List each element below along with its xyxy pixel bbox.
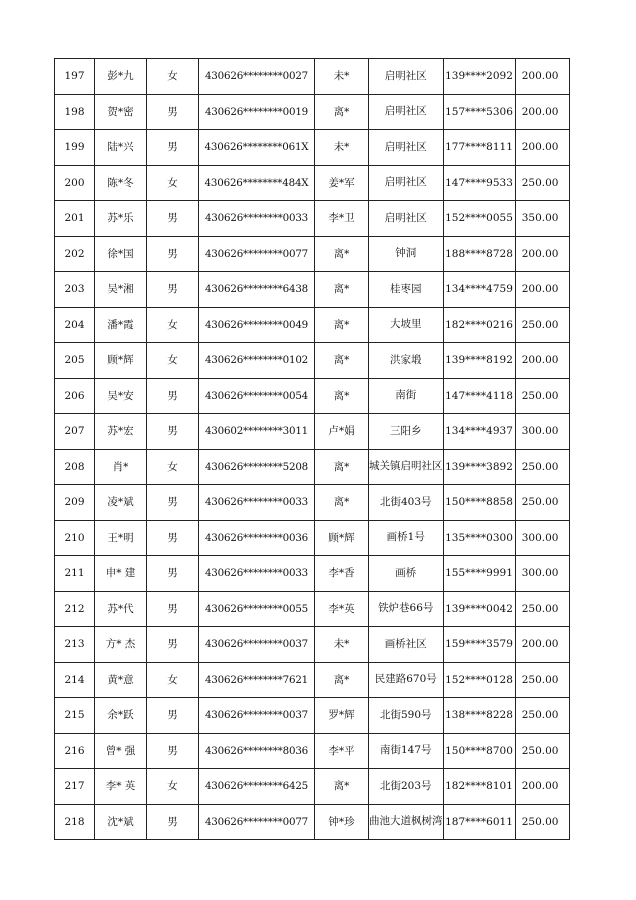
phone-cell: 177****8111 <box>443 130 515 166</box>
guardian-cell: 李*英 <box>315 591 369 627</box>
row-number-cell: 205 <box>55 343 95 379</box>
id-number-cell: 430626********0036 <box>199 520 315 556</box>
row-number-cell: 198 <box>55 94 95 130</box>
address-cell: 大坡里 <box>369 307 444 343</box>
gender-cell: 男 <box>147 414 199 450</box>
phone-cell: 139****3892 <box>443 449 515 485</box>
row-number-cell: 203 <box>55 272 95 308</box>
guardian-cell: 离* <box>315 272 369 308</box>
phone-cell: 187****6011 <box>443 804 515 840</box>
table-row <box>55 414 570 450</box>
phone-cell: 139****2092 <box>443 59 515 95</box>
gender-cell: 男 <box>147 94 199 130</box>
id-number-cell: 430626********0077 <box>199 804 315 840</box>
address-cell: 钟洞 <box>369 236 444 272</box>
id-number-cell: 430626********0102 <box>199 343 315 379</box>
name-cell: 吴*湘 <box>95 272 147 308</box>
guardian-cell: 离* <box>315 236 369 272</box>
amount-cell: 250.00 <box>515 804 569 840</box>
gender-cell: 男 <box>147 485 199 521</box>
row-number-cell: 218 <box>55 804 95 840</box>
table-row <box>55 130 570 166</box>
address-cell: 画桥1号 <box>369 520 444 556</box>
phone-cell: 135****0300 <box>443 520 515 556</box>
id-number-cell: 430626********5208 <box>199 449 315 485</box>
amount-cell: 250.00 <box>515 698 569 734</box>
name-cell: 苏*宏 <box>95 414 147 450</box>
guardian-cell: 未* <box>315 627 369 663</box>
table-row <box>55 94 570 130</box>
table-row <box>55 201 570 237</box>
guardian-cell: 卢*娟 <box>315 414 369 450</box>
amount-cell: 200.00 <box>515 130 569 166</box>
guardian-cell: 李*卫 <box>315 201 369 237</box>
table-row <box>55 307 570 343</box>
table-body <box>55 59 570 840</box>
id-number-cell: 430626********6438 <box>199 272 315 308</box>
phone-cell: 159****3579 <box>443 627 515 663</box>
gender-cell: 男 <box>147 733 199 769</box>
amount-cell: 250.00 <box>515 449 569 485</box>
address-cell: 启明社区 <box>369 59 444 95</box>
address-cell: 启明社区 <box>369 201 444 237</box>
guardian-cell: 离* <box>315 449 369 485</box>
row-number-cell: 207 <box>55 414 95 450</box>
name-cell: 陆*兴 <box>95 130 147 166</box>
name-cell: 苏*乐 <box>95 201 147 237</box>
gender-cell: 男 <box>147 520 199 556</box>
amount-cell: 250.00 <box>515 165 569 201</box>
address-cell: 桂枣园 <box>369 272 444 308</box>
address-cell: 南街 <box>369 378 444 414</box>
id-number-cell: 430626********7621 <box>199 662 315 698</box>
name-cell: 王*明 <box>95 520 147 556</box>
id-number-cell: 430626********0033 <box>199 556 315 592</box>
name-cell: 潘*霞 <box>95 307 147 343</box>
phone-cell: 155****9991 <box>443 556 515 592</box>
phone-cell: 152****0055 <box>443 201 515 237</box>
id-number-cell: 430602********3011 <box>199 414 315 450</box>
id-number-cell: 430626********0033 <box>199 201 315 237</box>
id-number-cell: 430626********484X <box>199 165 315 201</box>
phone-cell: 188****8728 <box>443 236 515 272</box>
id-number-cell: 430626********8036 <box>199 733 315 769</box>
guardian-cell: 离* <box>315 94 369 130</box>
table-row <box>55 343 570 379</box>
row-number-cell: 212 <box>55 591 95 627</box>
gender-cell: 女 <box>147 165 199 201</box>
gender-cell: 男 <box>147 378 199 414</box>
table-row <box>55 804 570 840</box>
amount-cell: 350.00 <box>515 201 569 237</box>
address-cell: 北街403号 <box>369 485 444 521</box>
gender-cell: 男 <box>147 591 199 627</box>
amount-cell: 250.00 <box>515 591 569 627</box>
address-cell: 北街203号 <box>369 769 444 805</box>
row-number-cell: 206 <box>55 378 95 414</box>
name-cell: 方* 杰 <box>95 627 147 663</box>
gender-cell: 女 <box>147 343 199 379</box>
guardian-cell: 离* <box>315 485 369 521</box>
row-number-cell: 216 <box>55 733 95 769</box>
table-row <box>55 591 570 627</box>
row-number-cell: 204 <box>55 307 95 343</box>
phone-cell: 147****9533 <box>443 165 515 201</box>
phone-cell: 150****8858 <box>443 485 515 521</box>
id-number-cell: 430626********6425 <box>199 769 315 805</box>
id-number-cell: 430626********0054 <box>199 378 315 414</box>
gender-cell: 男 <box>147 272 199 308</box>
phone-cell: 182****0216 <box>443 307 515 343</box>
table-row <box>55 272 570 308</box>
row-number-cell: 214 <box>55 662 95 698</box>
name-cell: 曾* 强 <box>95 733 147 769</box>
amount-cell: 250.00 <box>515 485 569 521</box>
gender-cell: 女 <box>147 662 199 698</box>
address-cell: 启明社区 <box>369 94 444 130</box>
guardian-cell: 罗*辉 <box>315 698 369 734</box>
table-row <box>55 236 570 272</box>
name-cell: 徐*国 <box>95 236 147 272</box>
name-cell: 凌*斌 <box>95 485 147 521</box>
row-number-cell: 208 <box>55 449 95 485</box>
guardian-cell: 李*平 <box>315 733 369 769</box>
guardian-cell: 离* <box>315 343 369 379</box>
address-cell: 启明社区 <box>369 130 444 166</box>
gender-cell: 男 <box>147 627 199 663</box>
phone-cell: 139****8192 <box>443 343 515 379</box>
id-number-cell: 430626********0027 <box>199 59 315 95</box>
table-row <box>55 485 570 521</box>
phone-cell: 134****4759 <box>443 272 515 308</box>
phone-cell: 150****8700 <box>443 733 515 769</box>
guardian-cell: 离* <box>315 662 369 698</box>
gender-cell: 男 <box>147 201 199 237</box>
id-number-cell: 430626********0019 <box>199 94 315 130</box>
subsidy-table <box>54 58 570 840</box>
table-row <box>55 769 570 805</box>
id-number-cell: 430626********0055 <box>199 591 315 627</box>
amount-cell: 250.00 <box>515 662 569 698</box>
amount-cell: 200.00 <box>515 94 569 130</box>
table-row <box>55 378 570 414</box>
address-cell: 铁炉巷66号 <box>369 591 444 627</box>
address-cell: 南街147号 <box>369 733 444 769</box>
name-cell: 陈*冬 <box>95 165 147 201</box>
row-number-cell: 215 <box>55 698 95 734</box>
id-number-cell: 430626********0037 <box>199 627 315 663</box>
gender-cell: 男 <box>147 698 199 734</box>
id-number-cell: 430626********0077 <box>199 236 315 272</box>
row-number-cell: 201 <box>55 201 95 237</box>
table-row <box>55 733 570 769</box>
table-row <box>55 449 570 485</box>
row-number-cell: 213 <box>55 627 95 663</box>
table-row <box>55 627 570 663</box>
phone-cell: 139****0042 <box>443 591 515 627</box>
phone-cell: 147****4118 <box>443 378 515 414</box>
address-cell: 启明社区 <box>369 165 444 201</box>
guardian-cell: 离* <box>315 769 369 805</box>
table-row <box>55 165 570 201</box>
guardian-cell: 离* <box>315 307 369 343</box>
gender-cell: 男 <box>147 236 199 272</box>
address-cell: 画桥 <box>369 556 444 592</box>
amount-cell: 200.00 <box>515 769 569 805</box>
amount-cell: 200.00 <box>515 343 569 379</box>
amount-cell: 300.00 <box>515 414 569 450</box>
address-cell: 洪家塅 <box>369 343 444 379</box>
table-row <box>55 556 570 592</box>
row-number-cell: 197 <box>55 59 95 95</box>
id-number-cell: 430626********0037 <box>199 698 315 734</box>
phone-cell: 157****5306 <box>443 94 515 130</box>
id-number-cell: 430626********061X <box>199 130 315 166</box>
amount-cell: 250.00 <box>515 733 569 769</box>
table-row <box>55 520 570 556</box>
gender-cell: 女 <box>147 59 199 95</box>
gender-cell: 男 <box>147 130 199 166</box>
table-row <box>55 59 570 95</box>
name-cell: 吴*安 <box>95 378 147 414</box>
name-cell: 贺*密 <box>95 94 147 130</box>
name-cell: 彭*九 <box>95 59 147 95</box>
guardian-cell: 未* <box>315 130 369 166</box>
address-cell: 曲池大道枫树湾 <box>369 804 444 840</box>
name-cell: 顾*辉 <box>95 343 147 379</box>
address-cell: 三阳乡 <box>369 414 444 450</box>
gender-cell: 女 <box>147 769 199 805</box>
address-cell: 画桥社区 <box>369 627 444 663</box>
amount-cell: 200.00 <box>515 236 569 272</box>
guardian-cell: 钟*珍 <box>315 804 369 840</box>
row-number-cell: 217 <box>55 769 95 805</box>
guardian-cell: 未* <box>315 59 369 95</box>
table-row <box>55 698 570 734</box>
name-cell: 申* 建 <box>95 556 147 592</box>
gender-cell: 男 <box>147 804 199 840</box>
amount-cell: 200.00 <box>515 627 569 663</box>
id-number-cell: 430626********0049 <box>199 307 315 343</box>
gender-cell: 男 <box>147 556 199 592</box>
name-cell: 苏*代 <box>95 591 147 627</box>
phone-cell: 182****8101 <box>443 769 515 805</box>
address-cell: 城关镇启明社区 <box>369 449 444 485</box>
address-cell: 民建路670号 <box>369 662 444 698</box>
name-cell: 沈*斌 <box>95 804 147 840</box>
name-cell: 余*跃 <box>95 698 147 734</box>
guardian-cell: 顾*辉 <box>315 520 369 556</box>
address-cell: 北街590号 <box>369 698 444 734</box>
name-cell: 肖* <box>95 449 147 485</box>
amount-cell: 250.00 <box>515 378 569 414</box>
name-cell: 李* 英 <box>95 769 147 805</box>
row-number-cell: 199 <box>55 130 95 166</box>
row-number-cell: 202 <box>55 236 95 272</box>
phone-cell: 134****4937 <box>443 414 515 450</box>
amount-cell: 200.00 <box>515 59 569 95</box>
gender-cell: 女 <box>147 307 199 343</box>
id-number-cell: 430626********0033 <box>199 485 315 521</box>
name-cell: 黄*意 <box>95 662 147 698</box>
amount-cell: 200.00 <box>515 272 569 308</box>
row-number-cell: 200 <box>55 165 95 201</box>
phone-cell: 138****8228 <box>443 698 515 734</box>
guardian-cell: 李*香 <box>315 556 369 592</box>
amount-cell: 250.00 <box>515 307 569 343</box>
row-number-cell: 209 <box>55 485 95 521</box>
amount-cell: 300.00 <box>515 556 569 592</box>
table-row <box>55 662 570 698</box>
guardian-cell: 离* <box>315 378 369 414</box>
phone-cell: 152****0128 <box>443 662 515 698</box>
guardian-cell: 姜*军 <box>315 165 369 201</box>
gender-cell: 女 <box>147 449 199 485</box>
amount-cell: 300.00 <box>515 520 569 556</box>
row-number-cell: 211 <box>55 556 95 592</box>
row-number-cell: 210 <box>55 520 95 556</box>
